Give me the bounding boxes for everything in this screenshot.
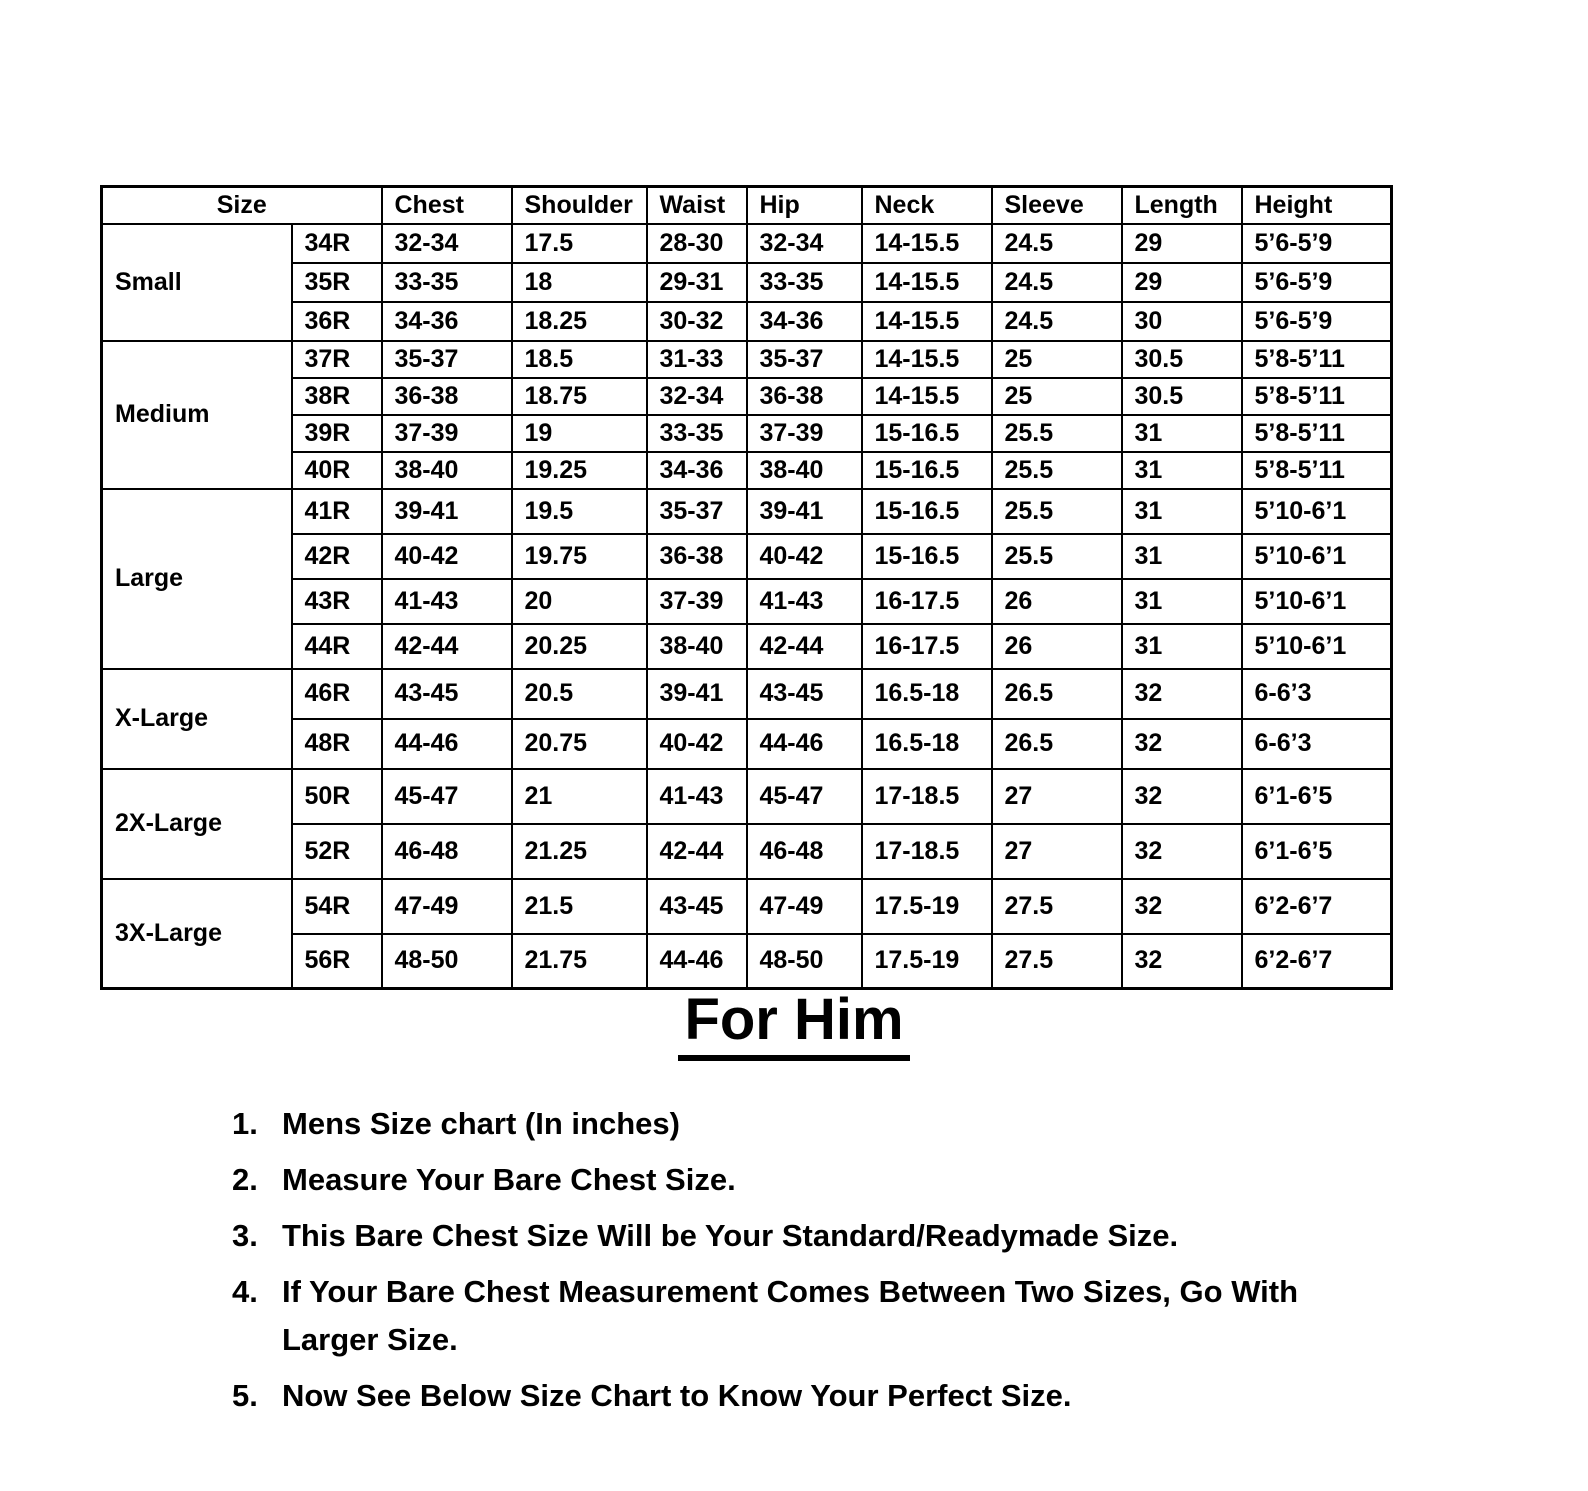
measurement-cell: 18.25 <box>512 302 647 341</box>
list-item-text: Mens Size chart (In inches) <box>282 1106 680 1141</box>
for-him-heading: For Him <box>678 990 909 1061</box>
measurement-cell: 32 <box>1122 719 1242 769</box>
list-item-number: 1. <box>232 1106 258 1141</box>
measurement-cell: 25 <box>992 341 1122 378</box>
measurement-cell: 5’6-5’9 <box>1242 302 1392 341</box>
size-group-label: 3X-Large <box>102 879 292 989</box>
column-header-size: Size <box>102 187 382 224</box>
measurement-cell: 29 <box>1122 224 1242 263</box>
measurement-cell: 48-50 <box>382 934 512 989</box>
measurement-cell: 42-44 <box>647 824 747 879</box>
measurement-cell: 21 <box>512 769 647 824</box>
measurement-cell: 40-42 <box>382 534 512 579</box>
measurement-cell: 14-15.5 <box>862 378 992 415</box>
table-row <box>102 489 1392 534</box>
measurement-cell: 5’10-6’1 <box>1242 534 1392 579</box>
size-code-cell: 39R <box>292 415 382 452</box>
table-row <box>102 302 1392 341</box>
table-row <box>102 452 1392 489</box>
measurement-cell: 17.5-19 <box>862 879 992 934</box>
table-row <box>102 669 1392 719</box>
table-row <box>102 769 1392 824</box>
measurement-cell: 36-38 <box>382 378 512 415</box>
measurement-cell: 37-39 <box>747 415 862 452</box>
measurement-cell: 16.5-18 <box>862 719 992 769</box>
measurement-cell: 15-16.5 <box>862 534 992 579</box>
measurement-cell: 25.5 <box>992 452 1122 489</box>
measurement-cell: 5’10-6’1 <box>1242 624 1392 669</box>
measurement-cell: 37-39 <box>382 415 512 452</box>
measurement-cell: 16.5-18 <box>862 669 992 719</box>
measurement-cell: 48-50 <box>747 934 862 989</box>
measurement-cell: 19.5 <box>512 489 647 534</box>
measurement-cell: 24.5 <box>992 302 1122 341</box>
measurement-cell: 17-18.5 <box>862 769 992 824</box>
mens-size-table-container <box>100 185 1393 990</box>
column-header-sleeve: Sleeve <box>992 187 1122 224</box>
measurement-cell: 21.5 <box>512 879 647 934</box>
measurement-cell: 25.5 <box>992 489 1122 534</box>
measurement-cell: 47-49 <box>747 879 862 934</box>
table-row <box>102 824 1392 879</box>
measurement-cell: 44-46 <box>647 934 747 989</box>
list-item-number: 4. <box>232 1274 258 1310</box>
measurement-cell: 14-15.5 <box>862 263 992 302</box>
measurement-cell: 24.5 <box>992 263 1122 302</box>
size-group-label: 2X-Large <box>102 769 292 879</box>
list-item <box>232 1212 1412 1260</box>
size-code-cell: 44R <box>292 624 382 669</box>
measurement-cell: 41-43 <box>382 579 512 624</box>
table-row <box>102 934 1392 989</box>
measurement-cell: 29 <box>1122 263 1242 302</box>
column-header-waist: Waist <box>647 187 747 224</box>
measurement-cell: 6’2-6’7 <box>1242 934 1392 989</box>
section-heading-wrap <box>0 987 1588 1061</box>
measurement-cell: 32-34 <box>747 224 862 263</box>
list-item <box>232 1268 1412 1364</box>
measurement-cell: 5’10-6’1 <box>1242 579 1392 624</box>
size-code-cell: 35R <box>292 263 382 302</box>
measurement-cell: 32 <box>1122 824 1242 879</box>
measurement-cell: 25.5 <box>992 415 1122 452</box>
table-row <box>102 579 1392 624</box>
measurement-cell: 6’1-6’5 <box>1242 824 1392 879</box>
measurement-cell: 27 <box>992 824 1122 879</box>
measurement-cell: 27 <box>992 769 1122 824</box>
list-item-text: If Your Bare Chest Measurement Comes Between Two Sizes, Go With Larger Size. <box>282 1274 1299 1358</box>
measurement-cell: 31 <box>1122 534 1242 579</box>
measurement-cell: 45-47 <box>747 769 862 824</box>
measurement-cell: 35-37 <box>747 341 862 378</box>
measurement-cell: 43-45 <box>647 879 747 934</box>
measurement-cell: 20.75 <box>512 719 647 769</box>
measurement-cell: 31 <box>1122 579 1242 624</box>
measurement-cell: 19.75 <box>512 534 647 579</box>
measurement-cell: 5’6-5’9 <box>1242 263 1392 302</box>
measurement-cell: 31 <box>1122 415 1242 452</box>
measurement-cell: 30.5 <box>1122 341 1242 378</box>
measurement-cell: 31 <box>1122 452 1242 489</box>
size-code-cell: 43R <box>292 579 382 624</box>
table-header-row <box>102 187 1392 224</box>
size-code-cell: 48R <box>292 719 382 769</box>
measurement-cell: 5’10-6’1 <box>1242 489 1392 534</box>
measurement-cell: 32 <box>1122 934 1242 989</box>
size-group-label: Small <box>102 224 292 341</box>
measurement-cell: 5’6-5’9 <box>1242 224 1392 263</box>
measurement-cell: 21.25 <box>512 824 647 879</box>
measurement-cell: 21.75 <box>512 934 647 989</box>
measurement-cell: 41-43 <box>747 579 862 624</box>
column-header-length: Length <box>1122 187 1242 224</box>
measurement-cell: 14-15.5 <box>862 224 992 263</box>
measurement-cell: 33-35 <box>382 263 512 302</box>
measurement-cell: 15-16.5 <box>862 415 992 452</box>
size-code-cell: 34R <box>292 224 382 263</box>
measurement-cell: 6-6’3 <box>1242 669 1392 719</box>
measurement-cell: 20 <box>512 579 647 624</box>
measurement-cell: 47-49 <box>382 879 512 934</box>
measurement-cell: 38-40 <box>382 452 512 489</box>
table-row <box>102 263 1392 302</box>
measurement-cell: 5’8-5’11 <box>1242 415 1392 452</box>
measurement-cell: 34-36 <box>747 302 862 341</box>
measurement-cell: 26 <box>992 624 1122 669</box>
measurement-cell: 18.5 <box>512 341 647 378</box>
measurement-cell: 26 <box>992 579 1122 624</box>
size-code-cell: 54R <box>292 879 382 934</box>
measurement-cell: 35-37 <box>647 489 747 534</box>
measurement-cell: 26.5 <box>992 669 1122 719</box>
measurement-cell: 40-42 <box>747 534 862 579</box>
measurement-cell: 38-40 <box>747 452 862 489</box>
measurement-cell: 16-17.5 <box>862 624 992 669</box>
column-header-hip: Hip <box>747 187 862 224</box>
measurement-cell: 6’2-6’7 <box>1242 879 1392 934</box>
size-code-cell: 42R <box>292 534 382 579</box>
measurement-cell: 46-48 <box>382 824 512 879</box>
list-item-number: 3. <box>232 1218 258 1254</box>
measurement-cell: 32 <box>1122 879 1242 934</box>
measurement-cell: 5’8-5’11 <box>1242 378 1392 415</box>
measurement-cell: 34-36 <box>382 302 512 341</box>
measurement-cell: 33-35 <box>647 415 747 452</box>
list-item-number: 2. <box>232 1162 258 1198</box>
measurement-cell: 38-40 <box>647 624 747 669</box>
measurement-cell: 31 <box>1122 489 1242 534</box>
table-row <box>102 224 1392 263</box>
table-row <box>102 341 1392 378</box>
table-body <box>102 224 1392 989</box>
measurement-cell: 27.5 <box>992 934 1122 989</box>
measurement-cell: 24.5 <box>992 224 1122 263</box>
measurement-cell: 37-39 <box>647 579 747 624</box>
measurement-cell: 42-44 <box>382 624 512 669</box>
size-group-label: Large <box>102 489 292 669</box>
measurement-cell: 39-41 <box>647 669 747 719</box>
measurement-cell: 29-31 <box>647 263 747 302</box>
measurement-cell: 36-38 <box>647 534 747 579</box>
measurement-cell: 27.5 <box>992 879 1122 934</box>
measurement-cell: 42-44 <box>747 624 862 669</box>
table-row <box>102 534 1392 579</box>
measurement-cell: 39-41 <box>747 489 862 534</box>
measurement-cell: 43-45 <box>747 669 862 719</box>
measurement-cell: 39-41 <box>382 489 512 534</box>
measurement-cell: 32-34 <box>382 224 512 263</box>
measurement-cell: 31 <box>1122 624 1242 669</box>
measurement-cell: 31-33 <box>647 341 747 378</box>
measurement-cell: 18 <box>512 263 647 302</box>
measurement-cell: 32 <box>1122 769 1242 824</box>
measurement-cell: 32-34 <box>647 378 747 415</box>
table-row <box>102 879 1392 934</box>
measurement-cell: 6-6’3 <box>1242 719 1392 769</box>
table-row <box>102 624 1392 669</box>
size-code-cell: 40R <box>292 452 382 489</box>
measurement-cell: 36-38 <box>747 378 862 415</box>
table-row <box>102 415 1392 452</box>
measurement-cell: 40-42 <box>647 719 747 769</box>
instructions-list <box>232 1100 1412 1428</box>
measurement-cell: 34-36 <box>647 452 747 489</box>
measurement-cell: 19 <box>512 415 647 452</box>
size-code-cell: 52R <box>292 824 382 879</box>
size-code-cell: 36R <box>292 302 382 341</box>
measurement-cell: 17-18.5 <box>862 824 992 879</box>
measurement-cell: 20.25 <box>512 624 647 669</box>
measurement-cell: 5’8-5’11 <box>1242 341 1392 378</box>
measurement-cell: 20.5 <box>512 669 647 719</box>
measurement-cell: 16-17.5 <box>862 579 992 624</box>
measurement-cell: 6’1-6’5 <box>1242 769 1392 824</box>
measurement-cell: 44-46 <box>382 719 512 769</box>
measurement-cell: 32 <box>1122 669 1242 719</box>
list-item <box>232 1372 1412 1420</box>
table-row <box>102 378 1392 415</box>
list-item <box>232 1100 1412 1148</box>
column-header-neck: Neck <box>862 187 992 224</box>
table-row <box>102 719 1392 769</box>
size-code-cell: 46R <box>292 669 382 719</box>
measurement-cell: 33-35 <box>747 263 862 302</box>
size-code-cell: 56R <box>292 934 382 989</box>
column-header-height: Height <box>1242 187 1392 224</box>
size-code-cell: 37R <box>292 341 382 378</box>
measurement-cell: 5’8-5’11 <box>1242 452 1392 489</box>
measurement-cell: 19.25 <box>512 452 647 489</box>
measurement-cell: 25 <box>992 378 1122 415</box>
measurement-cell: 30-32 <box>647 302 747 341</box>
measurement-cell: 30.5 <box>1122 378 1242 415</box>
measurement-cell: 15-16.5 <box>862 452 992 489</box>
measurement-cell: 45-47 <box>382 769 512 824</box>
measurement-cell: 26.5 <box>992 719 1122 769</box>
column-header-chest: Chest <box>382 187 512 224</box>
measurement-cell: 30 <box>1122 302 1242 341</box>
measurement-cell: 15-16.5 <box>862 489 992 534</box>
measurement-cell: 44-46 <box>747 719 862 769</box>
measurement-cell: 35-37 <box>382 341 512 378</box>
measurement-cell: 43-45 <box>382 669 512 719</box>
measurement-cell: 18.75 <box>512 378 647 415</box>
list-item-text: Now See Below Size Chart to Know Your Perfect Size. <box>282 1378 1072 1414</box>
measurement-cell: 14-15.5 <box>862 302 992 341</box>
measurement-cell: 25.5 <box>992 534 1122 579</box>
column-header-shoulder: Shoulder <box>512 187 647 224</box>
measurement-cell: 17.5-19 <box>862 934 992 989</box>
measurement-cell: 14-15.5 <box>862 341 992 378</box>
list-item-text: This Bare Chest Size Will be Your Standard/Readymade Size. <box>282 1218 1179 1254</box>
size-code-cell: 41R <box>292 489 382 534</box>
list-item-number: 5. <box>232 1378 258 1414</box>
size-code-cell: 38R <box>292 378 382 415</box>
measurement-cell: 28-30 <box>647 224 747 263</box>
size-code-cell: 50R <box>292 769 382 824</box>
list-item <box>232 1156 1412 1204</box>
mens-size-table <box>100 185 1393 990</box>
measurement-cell: 17.5 <box>512 224 647 263</box>
list-item-text: Measure Your Bare Chest Size. <box>282 1162 736 1198</box>
measurement-cell: 46-48 <box>747 824 862 879</box>
size-group-label: Medium <box>102 341 292 489</box>
measurement-cell: 41-43 <box>647 769 747 824</box>
size-group-label: X-Large <box>102 669 292 769</box>
